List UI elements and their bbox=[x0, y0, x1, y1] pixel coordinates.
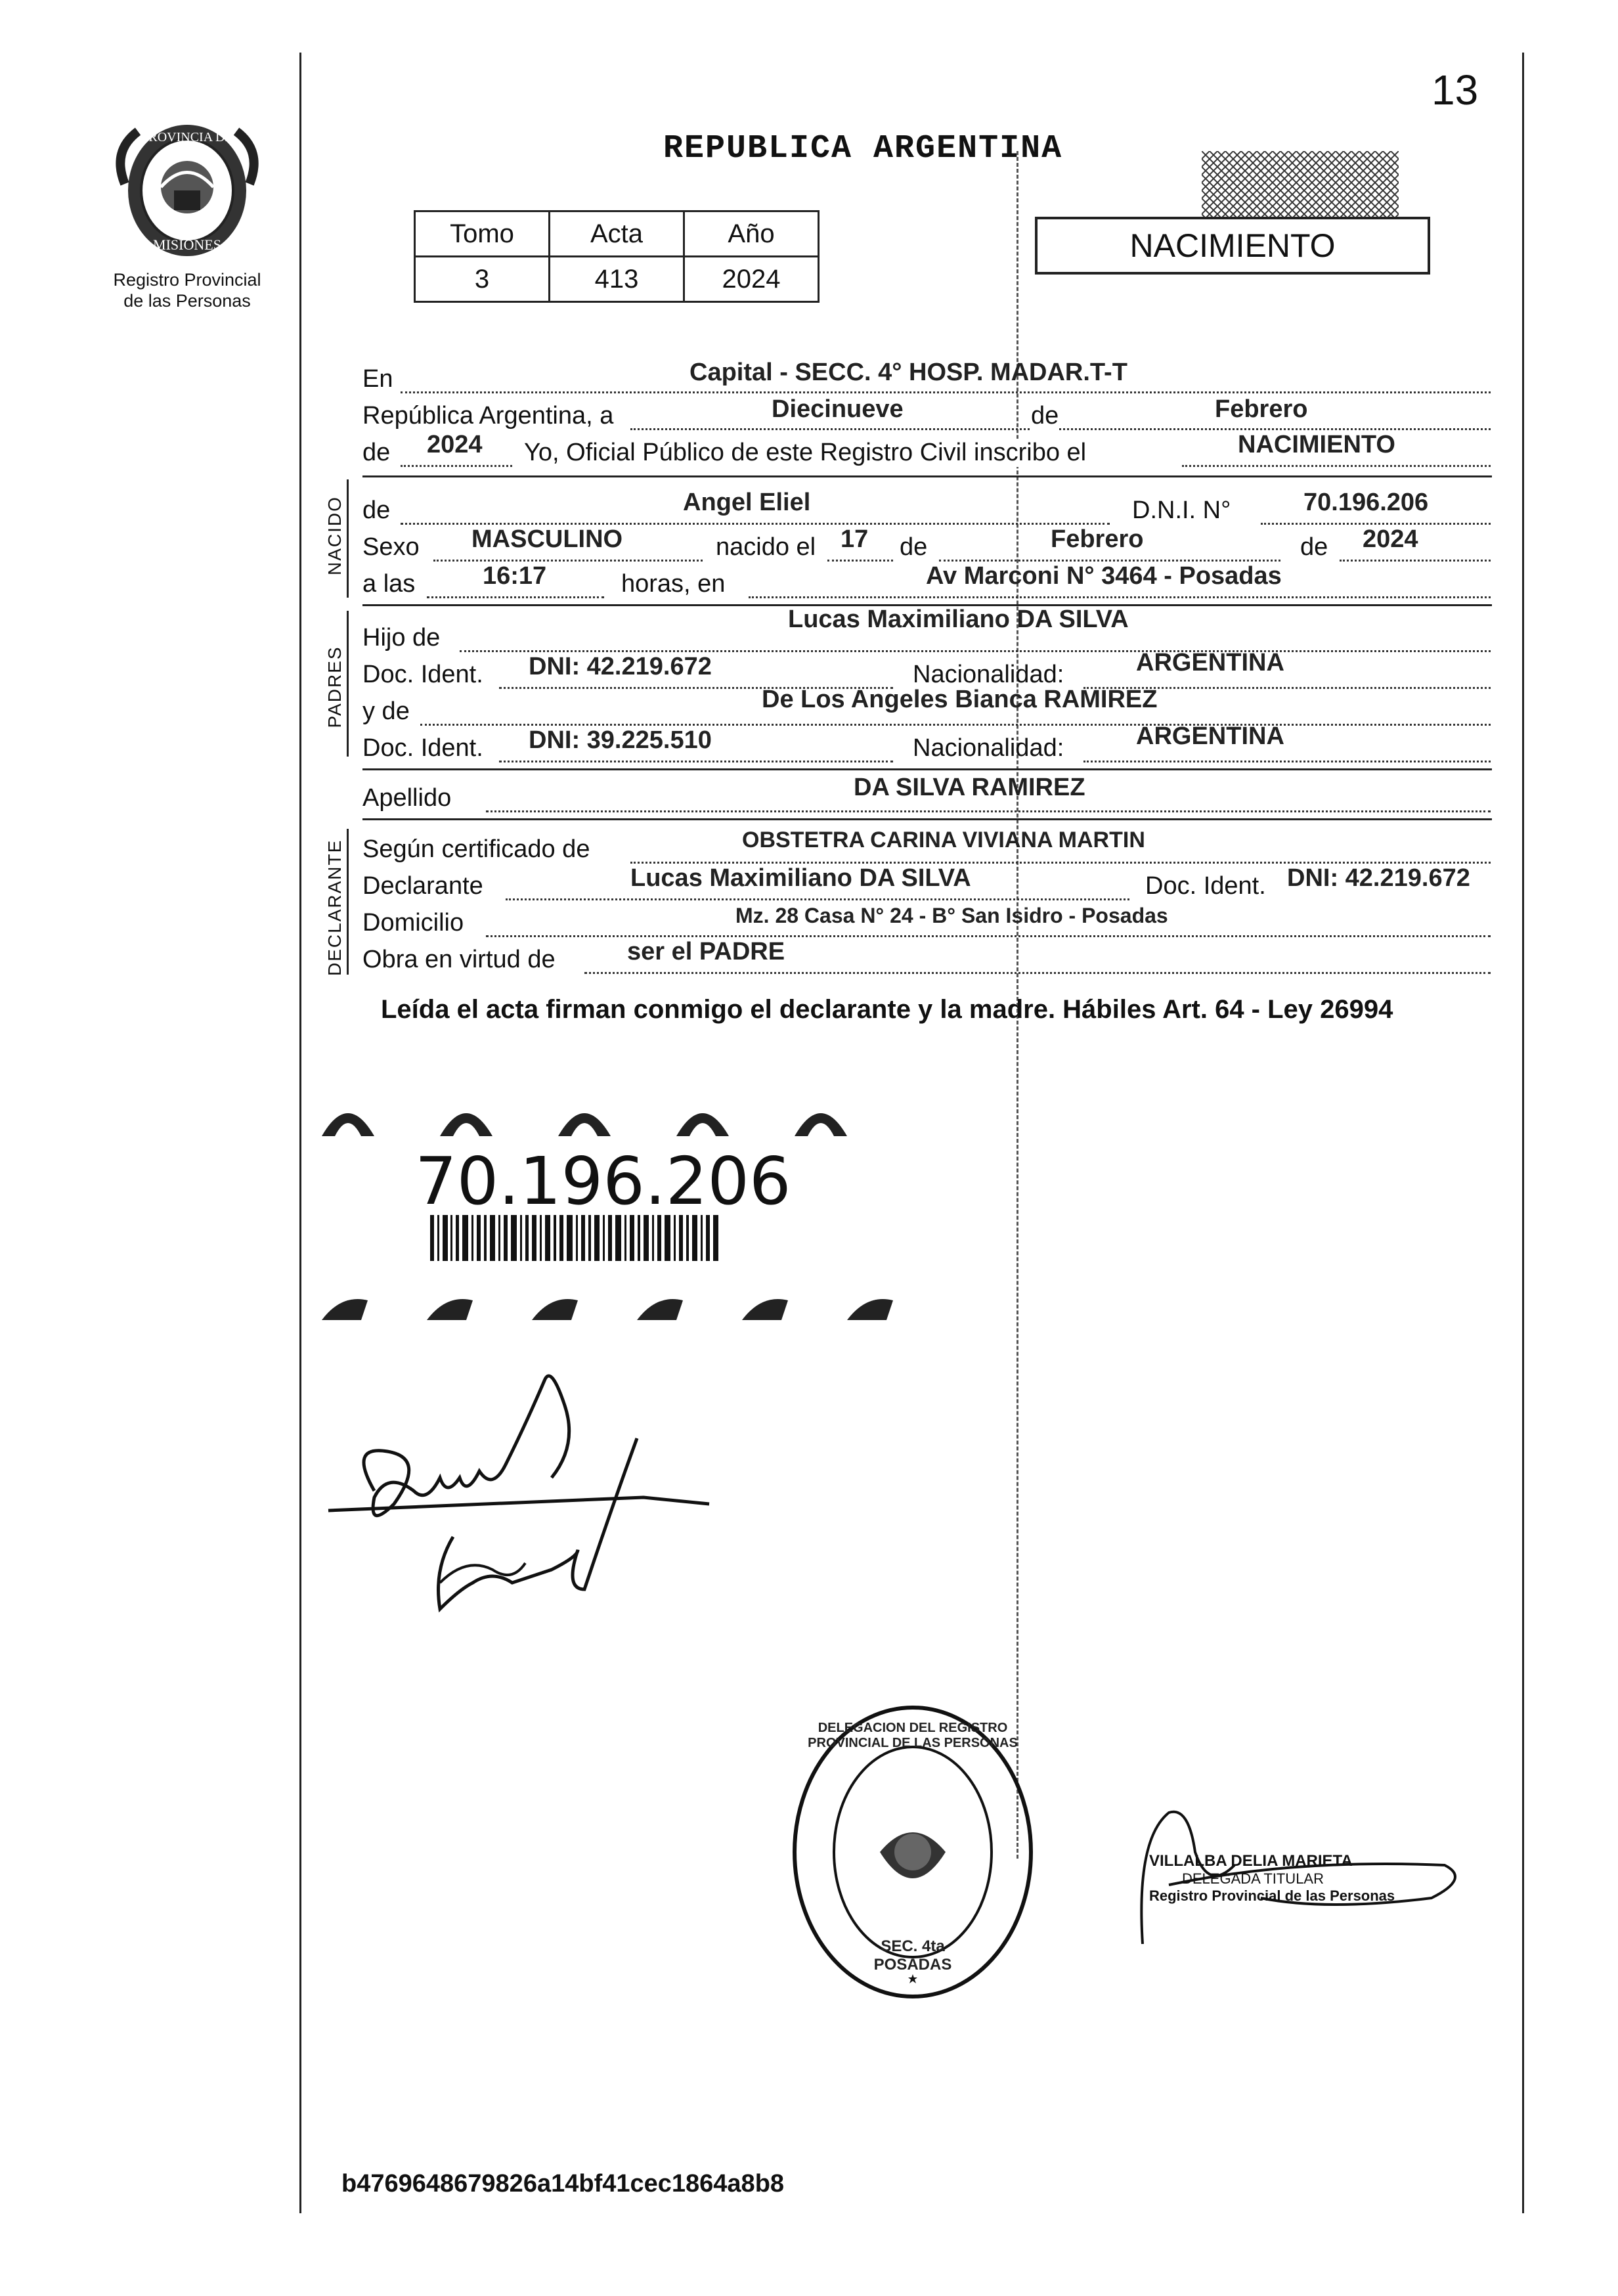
security-hatch bbox=[1202, 151, 1399, 217]
en-label: En bbox=[362, 365, 393, 393]
apellido-label: Apellido bbox=[362, 784, 452, 812]
seal-inner-text: SEC. 4ta POSADAS bbox=[873, 1937, 952, 1974]
declarant-signature bbox=[315, 1366, 775, 1642]
sticker-number: 70.196.206 bbox=[415, 1143, 791, 1220]
father-nat-label: Nacionalidad: bbox=[913, 661, 1064, 688]
table-header-acta: Acta bbox=[550, 211, 684, 257]
section-declarante: DECLARANTE bbox=[324, 839, 345, 976]
obra-dots bbox=[584, 972, 1491, 974]
yo-label: Yo, Oficial Público de este Registro Civil inscribo el bbox=[524, 439, 1087, 466]
cert-label: Según certificado de bbox=[362, 835, 590, 863]
padres-divider bbox=[362, 768, 1492, 770]
page-title: REPUBLICA ARGENTINA bbox=[663, 130, 1063, 167]
record-table bbox=[414, 210, 820, 303]
y-de-label: y de bbox=[362, 697, 410, 725]
republica-label: República Argentina, a bbox=[362, 402, 614, 430]
birth-de-label-2: de bbox=[1300, 533, 1328, 561]
nacido-name: Angel Eliel bbox=[683, 489, 811, 516]
mother-nationality: ARGENTINA bbox=[1136, 722, 1284, 750]
apellido-value: DA SILVA RAMIREZ bbox=[854, 774, 1085, 801]
page-number: 13 bbox=[1432, 66, 1479, 114]
nacido-dni: 70.196.206 bbox=[1303, 489, 1429, 516]
en-dots bbox=[401, 391, 1491, 393]
father-nationality: ARGENTINA bbox=[1136, 649, 1284, 676]
act-divider bbox=[362, 475, 1492, 477]
birth-day-dots bbox=[827, 560, 893, 562]
left-margin-line bbox=[299, 53, 301, 2213]
cert-value: OBSTETRA CARINA VIVIANA MARTIN bbox=[742, 828, 1145, 852]
sexo-dots bbox=[433, 560, 703, 562]
table-value-acta: 413 bbox=[550, 257, 684, 302]
table-value-anio: 2024 bbox=[684, 257, 819, 302]
birth-time: 16:17 bbox=[483, 562, 547, 590]
declarante-value: Lucas Maximiliano DA SILVA bbox=[630, 864, 971, 892]
declarante-doc-label: Doc. Ident. bbox=[1145, 872, 1266, 900]
horas-label: horas, en bbox=[621, 570, 726, 598]
sexo-label: Sexo bbox=[362, 533, 420, 561]
act-de-label: de bbox=[1031, 402, 1059, 430]
legal-note: Leída el acta firman conmigo el declarante y la madre. Hábiles Art. 64 - Ley 26994 bbox=[381, 995, 1393, 1024]
obra-value: ser el PADRE bbox=[627, 938, 785, 965]
birth-year: 2024 bbox=[1363, 525, 1418, 553]
logo-bottom-text: MISIONES bbox=[153, 236, 221, 253]
seal-ring-text: DELEGACION DEL REGISTRO PROVINCIAL DE LAS PERSONAS bbox=[808, 1721, 1018, 1750]
year-dots bbox=[401, 465, 512, 467]
table-value-tomo: 3 bbox=[415, 257, 550, 302]
document-hash: b4769648679826a14bf41cec1864a8b8 bbox=[341, 2170, 785, 2197]
a-las-label: a las bbox=[362, 570, 416, 598]
act-day: Diecinueve bbox=[772, 395, 904, 423]
mother-nat-label: Nacionalidad: bbox=[913, 734, 1064, 762]
table-header-anio: Año bbox=[684, 211, 819, 257]
birth-month: Febrero bbox=[1051, 525, 1144, 553]
father-dots bbox=[460, 650, 1491, 652]
de-year-label: de bbox=[362, 439, 391, 466]
sticker-barcode bbox=[430, 1215, 718, 1261]
nacido-name-dots bbox=[401, 523, 1110, 525]
declarante-label: Declarante bbox=[362, 872, 483, 900]
nacido-sexo: MASCULINO bbox=[471, 525, 623, 553]
domicilio-value: Mz. 28 Casa N° 24 - B° San Isidro - Posadas bbox=[735, 904, 1168, 927]
dni-dots bbox=[1261, 523, 1491, 525]
logo-top-text: PROVINCIA DE bbox=[141, 130, 233, 144]
declarante-dots bbox=[506, 898, 1129, 900]
registry-line-1: Registro Provincial bbox=[113, 270, 261, 290]
section-nacido: NACIDO bbox=[324, 496, 345, 575]
stamp-registry: Registro Provincial de las Personas bbox=[1149, 1888, 1395, 1904]
nacido-bar bbox=[347, 479, 349, 598]
obra-label: Obra en virtud de bbox=[362, 946, 556, 973]
padres-bar bbox=[347, 611, 349, 757]
section-padres: PADRES bbox=[324, 646, 345, 728]
birth-year-dots bbox=[1340, 560, 1491, 562]
domicilio-label: Domicilio bbox=[362, 909, 464, 937]
stamp-text bbox=[1149, 1852, 1451, 1905]
sticker-top-band bbox=[322, 1113, 847, 1136]
father-doc-label: Doc. Ident. bbox=[362, 661, 483, 688]
father-name: Lucas Maximiliano DA SILVA bbox=[788, 606, 1129, 633]
domicilio-dots bbox=[486, 935, 1491, 937]
act-inscribo: NACIMIENTO bbox=[1238, 431, 1395, 458]
birth-de-label: de bbox=[900, 533, 928, 561]
document-type-box bbox=[1035, 217, 1430, 275]
birth-day: 17 bbox=[841, 525, 869, 553]
stamp-name: VILLALBA DELIA MARIETA bbox=[1149, 1852, 1353, 1870]
act-month: Febrero bbox=[1215, 395, 1308, 423]
birth-place-dots bbox=[749, 596, 1491, 598]
declarante-bar bbox=[347, 829, 349, 975]
right-margin-line bbox=[1522, 53, 1524, 2213]
father-doc: DNI: 42.219.672 bbox=[529, 653, 712, 680]
nacido-de-label: de bbox=[362, 497, 391, 524]
mother-name: De Los Angeles Bianca RAMIREZ bbox=[762, 686, 1158, 713]
inscribo-dots bbox=[1182, 465, 1491, 467]
mother-doc-label: Doc. Ident. bbox=[362, 734, 483, 762]
act-place: Capital - SECC. 4° HOSP. MADAR.T-T bbox=[689, 359, 1127, 386]
republica-dots bbox=[630, 428, 1491, 430]
province-logo bbox=[112, 112, 263, 269]
registry-name bbox=[85, 269, 289, 311]
birth-place: Av Marconi N° 3464 - Posadas bbox=[926, 562, 1282, 590]
apellido-dots bbox=[486, 810, 1491, 812]
mother-doc: DNI: 39.225.510 bbox=[529, 726, 712, 754]
birth-month-dots bbox=[939, 560, 1280, 562]
mother-dots bbox=[420, 724, 1491, 726]
sticker-bottom-band bbox=[322, 1299, 893, 1320]
declarante-doc: DNI: 42.219.672 bbox=[1287, 864, 1470, 892]
act-year: 2024 bbox=[427, 431, 483, 458]
apellido-divider bbox=[362, 818, 1492, 820]
table-header-tomo: Tomo bbox=[415, 211, 550, 257]
mother-doc-dots bbox=[499, 761, 893, 762]
document-type-label: NACIMIENTO bbox=[1129, 227, 1336, 264]
registry-line-2: de las Personas bbox=[123, 291, 251, 311]
hijo-de-label: Hijo de bbox=[362, 624, 441, 651]
dni-label: D.N.I. N° bbox=[1132, 497, 1231, 524]
nacido-el-label: nacido el bbox=[716, 533, 816, 561]
mother-nat-dots bbox=[1083, 761, 1491, 762]
cert-dots bbox=[630, 862, 1491, 864]
time-dots bbox=[427, 596, 604, 598]
stamp-role: DELEGADA TITULAR bbox=[1182, 1870, 1324, 1887]
